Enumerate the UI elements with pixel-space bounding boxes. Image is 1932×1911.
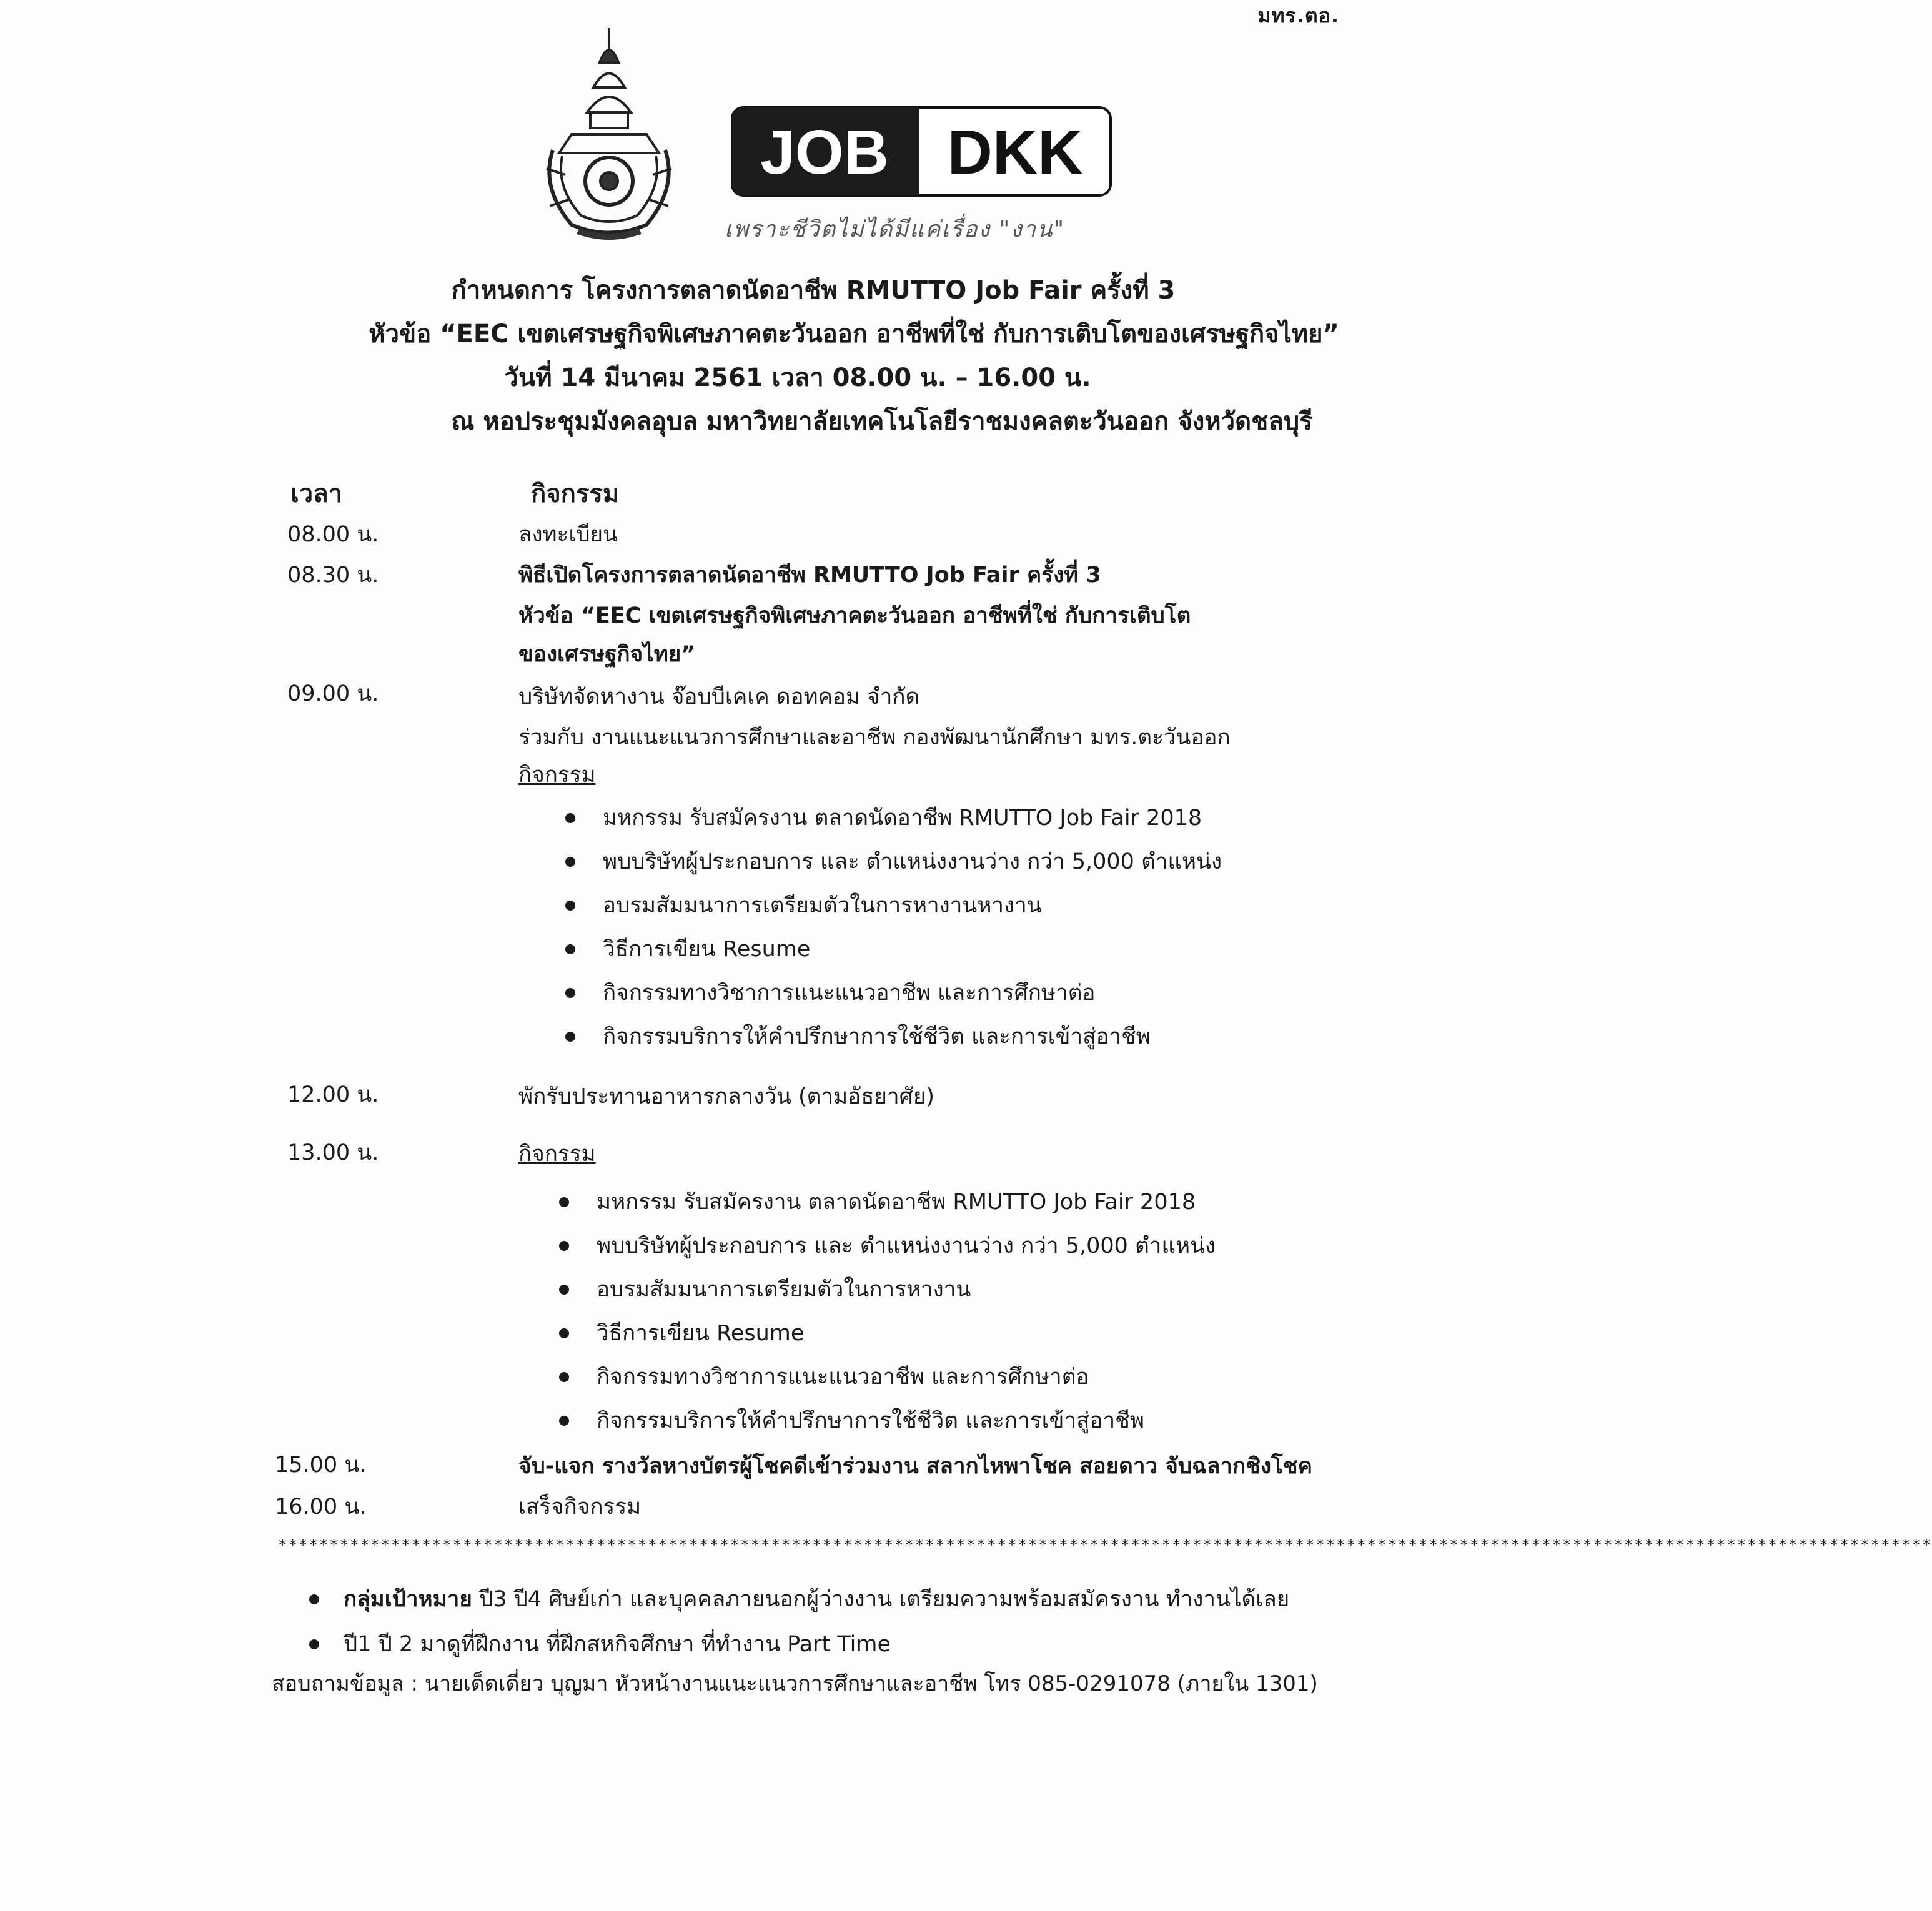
- list-item: พบบริษัทผู้ประกอบการ และ ตำแหน่งงานว่าง กว่า 5,000 ตำแหน่ง: [559, 1224, 1216, 1268]
- agenda-activity: จับ-แจก รางวัลหางบัตรผู้โชคดีเข้าร่วมงาน สลากไหพาโชค สอยดาว จับฉลากชิงโชค: [518, 1454, 1313, 1479]
- target-group-text: ปี3 ปี4 ศิษย์เก่า และบุคคลภายนอกผู้ว่างงาน เตรียมความพร้อมสมัครงาน ทำงานได้เลย: [472, 1587, 1290, 1612]
- list-item: พบบริษัทผู้ประกอบการ และ ตำแหน่งงานว่าง กว่า 5,000 ตำแหน่ง: [565, 840, 1222, 884]
- reference-code: มทร.ตอ.: [1257, 4, 1339, 27]
- agenda-activity: พักรับประทานอาหารกลางวัน (ตามอัธยาศัย): [518, 1084, 935, 1109]
- activities-subheading: กิจกรรม: [518, 1142, 596, 1167]
- list-item: วิธีการเขียน Resume: [559, 1311, 1216, 1355]
- list-item: กิจกรรมทางวิชาการแนะแนวอาชีพ และการศึกษาต่อ: [565, 971, 1222, 1015]
- agenda-activity: พิธีเปิดโครงการตลาดนัดอาชีพ RMUTTO Job Fair ครั้งที่ 3: [518, 563, 1101, 588]
- activities-subheading: กิจกรรม: [518, 763, 596, 788]
- list-item: อบรมสัมมนาการเตรียมตัวในการหางานหางาน: [565, 884, 1222, 927]
- activity-column-header: กิจกรรม: [531, 480, 620, 508]
- heading-title: กำหนดการ โครงการตลาดนัดอาชีพ RMUTTO Job Fair ครั้งที่ 3: [451, 276, 1176, 305]
- agenda-activity-topic: หัวข้อ “EEC เขตเศรษฐกิจพิเศษภาคตะวันออก อาชีพที่ใช่ กับการเติบโต: [518, 603, 1191, 628]
- document-heading: [0, 269, 1552, 443]
- list-item: กิจกรรมบริการให้คำปรึกษาการใช้ชีวิต และการเข้าสู่อาชีพ: [565, 1015, 1222, 1059]
- agenda-time: 08.00 น.: [287, 522, 379, 547]
- heading-topic: หัวข้อ “EEC เขตเศรษฐกิจพิเศษภาคตะวันออก อาชีพที่ใช่ กับการเติบโตของเศรษฐกิจไทย”: [369, 320, 1339, 348]
- list-item: อบรมสัมมนาการเตรียมตัวในการหางาน: [559, 1268, 1216, 1311]
- target-group-label: กลุ่มเป้าหมาย: [344, 1587, 472, 1612]
- agenda-time: 09.00 น.: [287, 681, 379, 706]
- time-column-header: เวลา: [290, 480, 343, 508]
- notes-list: [309, 1577, 1289, 1667]
- agenda-time: 16.00 น.: [275, 1494, 367, 1519]
- contact-info: สอบถามข้อมูล : นายเด็ดเดี่ยว บุญมา หัวหน้างานแนะแนวการศึกษาและอาชีพ โทร 085-0291078 (ภายใน 1301): [272, 1671, 1318, 1696]
- agenda-activity: บริษัทจัดหางาน จ๊อบบีเคเค ดอทคอม จำกัด: [518, 684, 920, 709]
- agenda-time: 13.00 น.: [287, 1140, 379, 1165]
- agenda-activity: เสร็จกิจกรรม: [518, 1494, 642, 1519]
- agenda-time: 08.30 น.: [287, 563, 379, 588]
- list-item: กิจกรรมทางวิชาการแนะแนวอาชีพ และการศึกษาต่อ: [559, 1355, 1216, 1399]
- list-item: กิจกรรมบริการให้คำปรึกษาการใช้ชีวิต และการเข้าสู่อาชีพ: [559, 1399, 1216, 1443]
- agenda-activity-topic: ของเศรษฐกิจไทย”: [518, 642, 696, 667]
- agenda-time: 15.00 น.: [275, 1453, 367, 1478]
- svg-text:JOB: JOB: [760, 117, 889, 187]
- separator-line: *****************************************************************************************************************************************************************: [278, 1536, 1932, 1554]
- list-item: มหกรรม รับสมัครงาน ตลาดนัดอาชีพ RMUTTO Job Fair 2018: [559, 1180, 1216, 1224]
- agenda-time: 12.00 น.: [287, 1082, 379, 1107]
- logo-tagline: เพราะชีวิตไม่ได้มีแค่เรื่อง "งาน": [725, 217, 1066, 242]
- list-item: มหกรรม รับสมัครงาน ตลาดนัดอาชีพ RMUTTO Job Fair 2018: [565, 796, 1222, 840]
- list-item: ปี1 ปี 2 มาดูที่ฝึกงาน ที่ฝึกสหกิจศึกษา ที่ทำงาน Part Time: [309, 1622, 1289, 1667]
- svg-text:DKK: DKK: [947, 117, 1083, 187]
- agenda-activity: ร่วมกับ งานแนะแนวการศึกษาและอาชีพ กองพัฒนานักศึกษา มทร.ตะวันออก: [518, 725, 1231, 750]
- activity-bullet-list: [559, 1180, 1216, 1443]
- heading-date: วันที่ 14 มีนาคม 2561 เวลา 08.00 น. – 16.00 น.: [504, 363, 1091, 392]
- jobdkk-logo: [731, 106, 1112, 197]
- university-seal-icon: [534, 25, 684, 244]
- agenda-activity: ลงทะเบียน: [518, 522, 618, 547]
- list-item: วิธีการเขียน Resume: [565, 927, 1222, 971]
- heading-venue: ณ หอประชุมมังคลอุบล มหาวิทยาลัยเทคโนโลยีราชมงคลตะวันออก จังหวัดชลบุรี: [451, 407, 1313, 436]
- list-item: [309, 1577, 1289, 1622]
- activity-bullet-list: [565, 796, 1222, 1059]
